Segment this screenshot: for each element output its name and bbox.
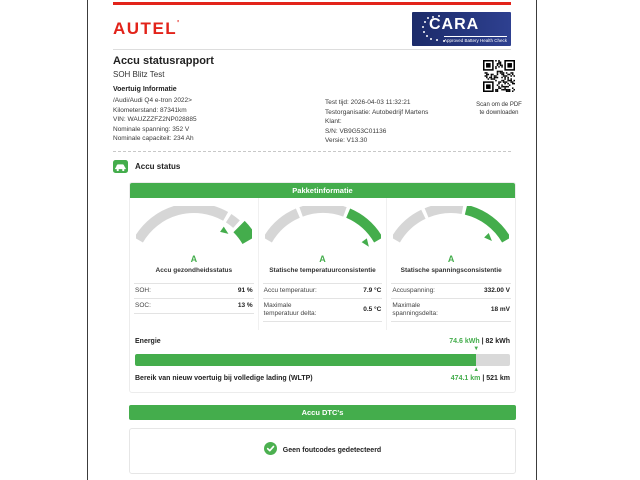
vehicle-info-line: Kilometerstand: 87341km: [113, 106, 187, 114]
gauge-pointer-icon: [361, 238, 368, 246]
gauge-stats: [263, 283, 383, 322]
autel-logo: [113, 19, 181, 39]
vehicle-info-line: Nominale capaciteit: 234 Ah: [113, 135, 194, 142]
range-total: 521 km: [486, 374, 510, 382]
stat-value: 18 mV: [490, 306, 511, 313]
vehicle-info: [113, 86, 325, 146]
gauge-grade: A: [319, 253, 326, 264]
vehicle-info-lines: [113, 96, 325, 144]
top-red-line: [113, 2, 511, 5]
stat-row: [134, 284, 254, 299]
test-info-line: Versie: V13.30: [325, 137, 368, 144]
gauge-arc: [393, 206, 509, 252]
header-divider: [113, 49, 511, 50]
gauge-pointer-icon: [484, 233, 492, 241]
dtc-message: Geen foutcodes gedetecteerd: [282, 447, 382, 454]
stat-label: SOC:: [135, 301, 151, 309]
test-info-line: S/N: VB9G53C01136: [325, 127, 387, 135]
energy-label: Energie: [135, 337, 161, 345]
qr-block: [458, 60, 540, 117]
gauge-label: Statische spanningsconsistentie: [400, 266, 502, 274]
gauge-stats: [391, 283, 511, 322]
qr-caption-line1: Scan om de PDF: [476, 102, 522, 108]
gauge: [130, 198, 258, 330]
range-row: [135, 375, 510, 382]
energy-marker-up-icon: ▲: [473, 366, 480, 373]
package-header-bar: Pakketinformatie: [130, 183, 515, 198]
energy-marker-top-row: [135, 345, 510, 354]
vehicle-info-line: Nominale spanning: 352 V: [113, 125, 190, 133]
autel-logo-mark: ': [177, 19, 181, 28]
energy-bar-fill: [135, 354, 476, 366]
gauge-arc: [136, 206, 252, 252]
stat-label: SOH:: [135, 286, 151, 294]
gauge-grade: A: [447, 253, 455, 264]
stat-value: 7.9 °C: [363, 287, 382, 294]
gauge-pointer-icon: [220, 226, 228, 233]
stat-value: 332.00 V: [483, 287, 511, 294]
range-current: 474.1 km: [450, 374, 481, 382]
gauge: [386, 198, 515, 330]
check-icon: [264, 442, 277, 460]
gauge-label: Accu gezondheidsstatus: [155, 266, 233, 274]
autel-logo-text: AUTEL: [113, 19, 178, 38]
stat-label: Accuspanning:: [392, 286, 435, 294]
qr-code: [483, 60, 515, 92]
vehicle-info-line: VIN: WAUZZZFZ2NP028885: [113, 116, 197, 123]
report-header: [113, 11, 511, 47]
range-separator: |: [482, 374, 485, 382]
report-page: [87, 0, 537, 480]
energy-marker-down-icon: ▼: [473, 345, 480, 352]
stat-value: 0.5 °C: [363, 306, 382, 313]
energy-section: [130, 330, 515, 392]
stat-row: [134, 299, 254, 314]
cara-badge: [412, 12, 511, 46]
car-icon: [113, 160, 128, 173]
accu-status-section-header: [113, 160, 511, 173]
accu-status-title: Accu status: [135, 161, 181, 171]
test-info-line: Test tijd: 2026-04-03 11:32:21: [325, 99, 411, 106]
info-section: [113, 86, 511, 146]
stat-row: [391, 299, 511, 322]
cara-subtitle: Approved Battery Health Check: [444, 36, 507, 44]
stat-row: [391, 284, 511, 299]
qr-caption: [458, 101, 540, 117]
gauge-arc: [265, 206, 381, 252]
range-label: Bereik van nieuw voertuig bij volledige lading (WLTP): [135, 374, 313, 382]
qr-caption-line2: te downloaden: [479, 110, 519, 116]
energy-values: [449, 338, 510, 345]
energy-total: 82 kWh: [485, 337, 510, 345]
energy-marker-bottom-row: [135, 366, 510, 375]
energy-separator: |: [481, 337, 484, 345]
energy-row: [135, 338, 510, 345]
section-divider: [113, 151, 511, 152]
stat-row: [263, 299, 383, 322]
test-info-line: Testorganisatie: Autobedrijf Martens: [325, 108, 429, 116]
gauge-row: [130, 198, 515, 330]
dtc-header-bar: Accu DTC's: [129, 405, 516, 420]
package-panel: [129, 182, 516, 393]
stat-label: Maximale spanningsdelta:: [392, 301, 438, 317]
stat-label: Accu temperatuur:: [263, 286, 317, 294]
vehicle-info-heading: Voertuig Informatie: [113, 86, 177, 93]
gauge: [258, 198, 387, 330]
stat-row: [263, 284, 383, 299]
test-info-line: Klant:: [325, 118, 342, 125]
cara-title: CARA: [429, 16, 480, 33]
page-title: Accu statusrapport: [113, 55, 214, 67]
energy-bar: [135, 354, 510, 366]
range-values: [451, 375, 510, 382]
stat-value: 13 %: [237, 302, 253, 309]
energy-current: 74.6 kWh: [449, 337, 480, 345]
stat-label: Maximale temperatuur delta:: [263, 301, 317, 317]
gauge-stats: [134, 283, 254, 314]
stat-value: 91 %: [237, 287, 253, 294]
gauge-grade: A: [190, 253, 198, 264]
gauge-label: Statische temperatuurconsistentie: [269, 266, 376, 274]
dtc-result-box: [129, 428, 516, 474]
page-subtitle: SOH Blitz Test: [113, 70, 165, 79]
vehicle-info-line: /Audi/Audi Q4 e-tron 2022>: [113, 97, 192, 104]
